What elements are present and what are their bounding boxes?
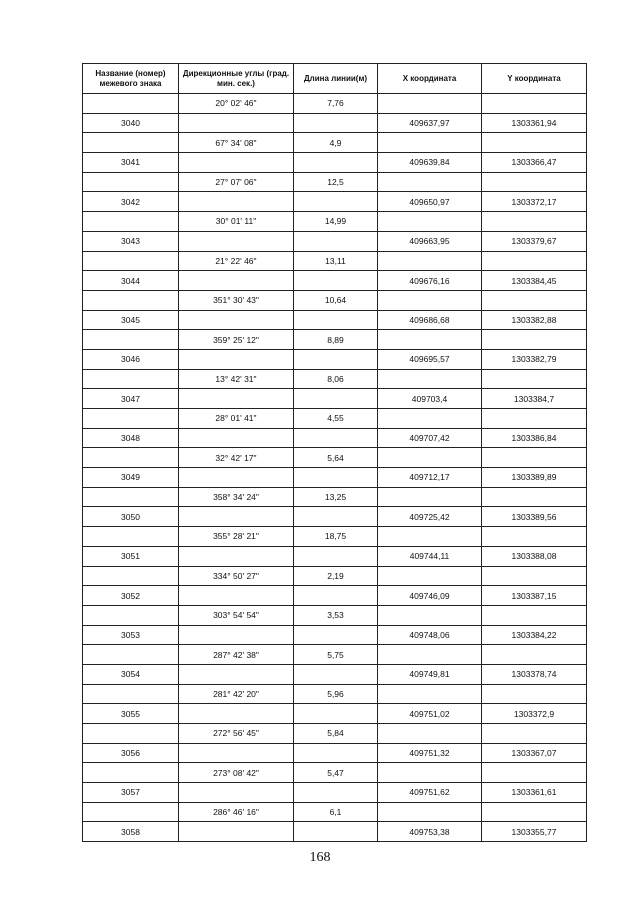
table-row <box>83 822 587 842</box>
marker-name-cell <box>83 330 179 350</box>
y-coordinate-cell <box>482 172 587 192</box>
line-length-cell <box>294 586 378 606</box>
x-coordinate-cell <box>378 448 482 468</box>
directional-angle-cell: 281° 42' 20" <box>179 684 294 704</box>
marker-name-cell <box>83 763 179 783</box>
directional-angle-cell: 21° 22' 46" <box>179 251 294 271</box>
line-length-cell <box>294 743 378 763</box>
y-coordinate-cell: 1303378,74 <box>482 664 587 684</box>
y-coordinate-cell: 1303384,7 <box>482 389 587 409</box>
table-row <box>83 724 587 744</box>
x-coordinate-cell: 409751,62 <box>378 783 482 803</box>
y-coordinate-cell: 1303382,79 <box>482 349 587 369</box>
marker-name-cell: 3042 <box>83 192 179 212</box>
directional-angle-cell: 273° 08' 42" <box>179 763 294 783</box>
line-length-cell <box>294 664 378 684</box>
y-coordinate-cell <box>482 330 587 350</box>
line-length-cell <box>294 271 378 291</box>
directional-angle-cell: 303° 54' 54" <box>179 605 294 625</box>
x-coordinate-cell <box>378 94 482 114</box>
page-number: 168 <box>309 850 331 865</box>
x-coordinate-cell <box>378 724 482 744</box>
marker-name-cell: 3056 <box>83 743 179 763</box>
x-coordinate-cell <box>378 212 482 232</box>
line-length-cell <box>294 783 378 803</box>
x-coordinate-cell <box>378 684 482 704</box>
y-coordinate-cell <box>482 527 587 547</box>
marker-name-cell: 3050 <box>83 507 179 527</box>
y-coordinate-cell <box>482 763 587 783</box>
line-length-cell <box>294 349 378 369</box>
directional-angle-cell <box>179 428 294 448</box>
header-row <box>83 64 587 94</box>
marker-name-cell: 3048 <box>83 428 179 448</box>
directional-angle-cell <box>179 468 294 488</box>
y-coordinate-cell <box>482 724 587 744</box>
directional-angle-cell: 334° 50' 27" <box>179 566 294 586</box>
x-coordinate-cell: 409712,17 <box>378 468 482 488</box>
line-length-cell <box>294 625 378 645</box>
directional-angle-cell: 286° 46' 16" <box>179 802 294 822</box>
marker-name-cell: 3058 <box>83 822 179 842</box>
directional-angle-cell <box>179 271 294 291</box>
y-coordinate-cell: 1303386,84 <box>482 428 587 448</box>
x-coordinate-cell: 409749,81 <box>378 664 482 684</box>
directional-angle-cell <box>179 310 294 330</box>
y-coordinate-cell <box>482 802 587 822</box>
x-coordinate-cell: 409695,57 <box>378 349 482 369</box>
line-length-cell: 6,1 <box>294 802 378 822</box>
directional-angle-cell <box>179 192 294 212</box>
directional-angle-cell: 32° 42' 17" <box>179 448 294 468</box>
x-coordinate-cell: 409751,02 <box>378 704 482 724</box>
line-length-cell: 3,53 <box>294 605 378 625</box>
table-header <box>83 64 587 94</box>
marker-name-cell: 3049 <box>83 468 179 488</box>
header-marker-name: Название (номер) межевого знака <box>83 64 179 94</box>
table-row <box>83 133 587 153</box>
table-row <box>83 94 587 114</box>
marker-name-cell <box>83 172 179 192</box>
marker-name-cell <box>83 212 179 232</box>
directional-angle-cell: 27° 07' 06" <box>179 172 294 192</box>
table-row <box>83 251 587 271</box>
y-coordinate-cell: 1303387,15 <box>482 586 587 606</box>
y-coordinate-cell: 1303384,45 <box>482 271 587 291</box>
x-coordinate-cell: 409753,38 <box>378 822 482 842</box>
y-coordinate-cell: 1303389,89 <box>482 468 587 488</box>
line-length-cell: 2,19 <box>294 566 378 586</box>
table-row <box>83 645 587 665</box>
table-row <box>83 290 587 310</box>
marker-name-cell <box>83 290 179 310</box>
y-coordinate-cell: 1303361,94 <box>482 113 587 133</box>
line-length-cell: 5,84 <box>294 724 378 744</box>
directional-angle-cell: 287° 42' 38" <box>179 645 294 665</box>
line-length-cell: 4,9 <box>294 133 378 153</box>
directional-angle-cell <box>179 743 294 763</box>
marker-name-cell <box>83 684 179 704</box>
directional-angle-cell <box>179 507 294 527</box>
table-row <box>83 566 587 586</box>
line-length-cell: 5,96 <box>294 684 378 704</box>
directional-angle-cell <box>179 113 294 133</box>
line-length-cell <box>294 389 378 409</box>
line-length-cell: 10,64 <box>294 290 378 310</box>
marker-name-cell <box>83 133 179 153</box>
line-length-cell: 13,11 <box>294 251 378 271</box>
table-row <box>83 743 587 763</box>
marker-name-cell <box>83 251 179 271</box>
marker-name-cell: 3045 <box>83 310 179 330</box>
marker-name-cell: 3047 <box>83 389 179 409</box>
marker-name-cell: 3044 <box>83 271 179 291</box>
y-coordinate-cell <box>482 448 587 468</box>
directional-angle-cell: 13° 42' 31" <box>179 369 294 389</box>
x-coordinate-cell: 409650,97 <box>378 192 482 212</box>
line-length-cell <box>294 192 378 212</box>
table-body <box>83 94 587 842</box>
line-length-cell: 14,99 <box>294 212 378 232</box>
marker-name-cell <box>83 724 179 744</box>
table-row <box>83 409 587 429</box>
x-coordinate-cell <box>378 802 482 822</box>
x-coordinate-cell: 409746,09 <box>378 586 482 606</box>
x-coordinate-cell: 409637,97 <box>378 113 482 133</box>
marker-name-cell <box>83 802 179 822</box>
table-row <box>83 783 587 803</box>
x-coordinate-cell: 409707,42 <box>378 428 482 448</box>
y-coordinate-cell: 1303389,56 <box>482 507 587 527</box>
x-coordinate-cell <box>378 527 482 547</box>
table-row <box>83 212 587 232</box>
table-row <box>83 664 587 684</box>
table-row <box>83 802 587 822</box>
header-y-coordinate: Y координата <box>482 64 587 94</box>
marker-name-cell: 3053 <box>83 625 179 645</box>
y-coordinate-cell <box>482 645 587 665</box>
directional-angle-cell: 67° 34' 08" <box>179 133 294 153</box>
line-length-cell: 18,75 <box>294 527 378 547</box>
marker-name-cell: 3041 <box>83 153 179 173</box>
table-row <box>83 468 587 488</box>
y-coordinate-cell: 1303355,77 <box>482 822 587 842</box>
marker-name-cell <box>83 605 179 625</box>
header-directional-angle: Дирекционные углы (град. мин. сек.) <box>179 64 294 94</box>
line-length-cell: 4,55 <box>294 409 378 429</box>
x-coordinate-cell: 409686,68 <box>378 310 482 330</box>
x-coordinate-cell <box>378 566 482 586</box>
line-length-cell: 13,25 <box>294 487 378 507</box>
line-length-cell <box>294 428 378 448</box>
marker-name-cell <box>83 487 179 507</box>
y-coordinate-cell <box>482 290 587 310</box>
directional-angle-cell <box>179 586 294 606</box>
x-coordinate-cell <box>378 330 482 350</box>
table-row <box>83 625 587 645</box>
marker-name-cell: 3040 <box>83 113 179 133</box>
directional-angle-cell <box>179 153 294 173</box>
table-row <box>83 527 587 547</box>
y-coordinate-cell: 1303382,88 <box>482 310 587 330</box>
table-row <box>83 113 587 133</box>
y-coordinate-cell <box>482 369 587 389</box>
x-coordinate-cell: 409748,06 <box>378 625 482 645</box>
y-coordinate-cell <box>482 133 587 153</box>
directional-angle-cell: 359° 25' 12" <box>179 330 294 350</box>
directional-angle-cell <box>179 822 294 842</box>
x-coordinate-cell: 409676,16 <box>378 271 482 291</box>
table-row <box>83 172 587 192</box>
directional-angle-cell <box>179 349 294 369</box>
x-coordinate-cell: 409639,84 <box>378 153 482 173</box>
table-row <box>83 271 587 291</box>
x-coordinate-cell <box>378 290 482 310</box>
table-row <box>83 605 587 625</box>
y-coordinate-cell: 1303372,9 <box>482 704 587 724</box>
directional-angle-cell <box>179 546 294 566</box>
marker-name-cell: 3051 <box>83 546 179 566</box>
directional-angle-cell <box>179 625 294 645</box>
y-coordinate-cell <box>482 487 587 507</box>
x-coordinate-cell <box>378 763 482 783</box>
directional-angle-cell: 28° 01' 41" <box>179 409 294 429</box>
y-coordinate-cell <box>482 566 587 586</box>
table-row <box>83 428 587 448</box>
directional-angle-cell <box>179 783 294 803</box>
marker-name-cell <box>83 94 179 114</box>
line-length-cell: 12,5 <box>294 172 378 192</box>
x-coordinate-cell <box>378 251 482 271</box>
directional-angle-cell: 355° 28' 21" <box>179 527 294 547</box>
table-row <box>83 586 587 606</box>
line-length-cell <box>294 153 378 173</box>
x-coordinate-cell <box>378 409 482 429</box>
header-x-coordinate: X координата <box>378 64 482 94</box>
x-coordinate-cell <box>378 605 482 625</box>
marker-name-cell <box>83 409 179 429</box>
y-coordinate-cell <box>482 251 587 271</box>
marker-name-cell <box>83 448 179 468</box>
marker-name-cell: 3054 <box>83 664 179 684</box>
y-coordinate-cell: 1303384,22 <box>482 625 587 645</box>
table-row <box>83 763 587 783</box>
line-length-cell <box>294 468 378 488</box>
x-coordinate-cell <box>378 487 482 507</box>
y-coordinate-cell: 1303366,47 <box>482 153 587 173</box>
table-row <box>83 310 587 330</box>
y-coordinate-cell: 1303361,61 <box>482 783 587 803</box>
directional-angle-cell: 358° 34' 24" <box>179 487 294 507</box>
x-coordinate-cell: 409744,11 <box>378 546 482 566</box>
y-coordinate-cell <box>482 212 587 232</box>
table-row <box>83 448 587 468</box>
y-coordinate-cell <box>482 605 587 625</box>
y-coordinate-cell: 1303379,67 <box>482 231 587 251</box>
line-length-cell <box>294 231 378 251</box>
y-coordinate-cell: 1303372,17 <box>482 192 587 212</box>
y-coordinate-cell <box>482 94 587 114</box>
x-coordinate-cell: 409663,95 <box>378 231 482 251</box>
marker-name-cell <box>83 566 179 586</box>
x-coordinate-cell <box>378 645 482 665</box>
table-row <box>83 684 587 704</box>
directional-angle-cell <box>179 664 294 684</box>
marker-name-cell: 3046 <box>83 349 179 369</box>
line-length-cell <box>294 704 378 724</box>
line-length-cell <box>294 113 378 133</box>
marker-name-cell: 3057 <box>83 783 179 803</box>
line-length-cell: 5,75 <box>294 645 378 665</box>
table-row <box>83 231 587 251</box>
table-row <box>83 369 587 389</box>
marker-name-cell <box>83 369 179 389</box>
x-coordinate-cell <box>378 133 482 153</box>
directional-angle-cell <box>179 389 294 409</box>
line-length-cell <box>294 310 378 330</box>
marker-name-cell: 3052 <box>83 586 179 606</box>
table-row <box>83 487 587 507</box>
marker-name-cell: 3043 <box>83 231 179 251</box>
directional-angle-cell: 30° 01' 11" <box>179 212 294 232</box>
y-coordinate-cell <box>482 684 587 704</box>
y-coordinate-cell: 1303388,08 <box>482 546 587 566</box>
x-coordinate-cell: 409703,4 <box>378 389 482 409</box>
line-length-cell: 5,47 <box>294 763 378 783</box>
directional-angle-cell: 351° 30' 43" <box>179 290 294 310</box>
table-row <box>83 507 587 527</box>
table-row <box>83 330 587 350</box>
directional-angle-cell <box>179 231 294 251</box>
line-length-cell: 7,76 <box>294 94 378 114</box>
line-length-cell: 5,64 <box>294 448 378 468</box>
marker-name-cell <box>83 527 179 547</box>
boundary-markers-table <box>82 63 587 842</box>
table-row <box>83 704 587 724</box>
table-row <box>83 389 587 409</box>
line-length-cell: 8,89 <box>294 330 378 350</box>
header-line-length: Длина линии(м) <box>294 64 378 94</box>
table-row <box>83 349 587 369</box>
table-row <box>83 192 587 212</box>
directional-angle-cell: 272° 56' 45" <box>179 724 294 744</box>
x-coordinate-cell: 409751,32 <box>378 743 482 763</box>
line-length-cell <box>294 507 378 527</box>
marker-name-cell <box>83 645 179 665</box>
line-length-cell <box>294 822 378 842</box>
x-coordinate-cell <box>378 369 482 389</box>
marker-name-cell: 3055 <box>83 704 179 724</box>
table-row <box>83 153 587 173</box>
line-length-cell <box>294 546 378 566</box>
directional-angle-cell: 20° 02' 46" <box>179 94 294 114</box>
y-coordinate-cell: 1303367,07 <box>482 743 587 763</box>
y-coordinate-cell <box>482 409 587 429</box>
table-row <box>83 546 587 566</box>
x-coordinate-cell <box>378 172 482 192</box>
directional-angle-cell <box>179 704 294 724</box>
line-length-cell: 8,06 <box>294 369 378 389</box>
x-coordinate-cell: 409725,42 <box>378 507 482 527</box>
